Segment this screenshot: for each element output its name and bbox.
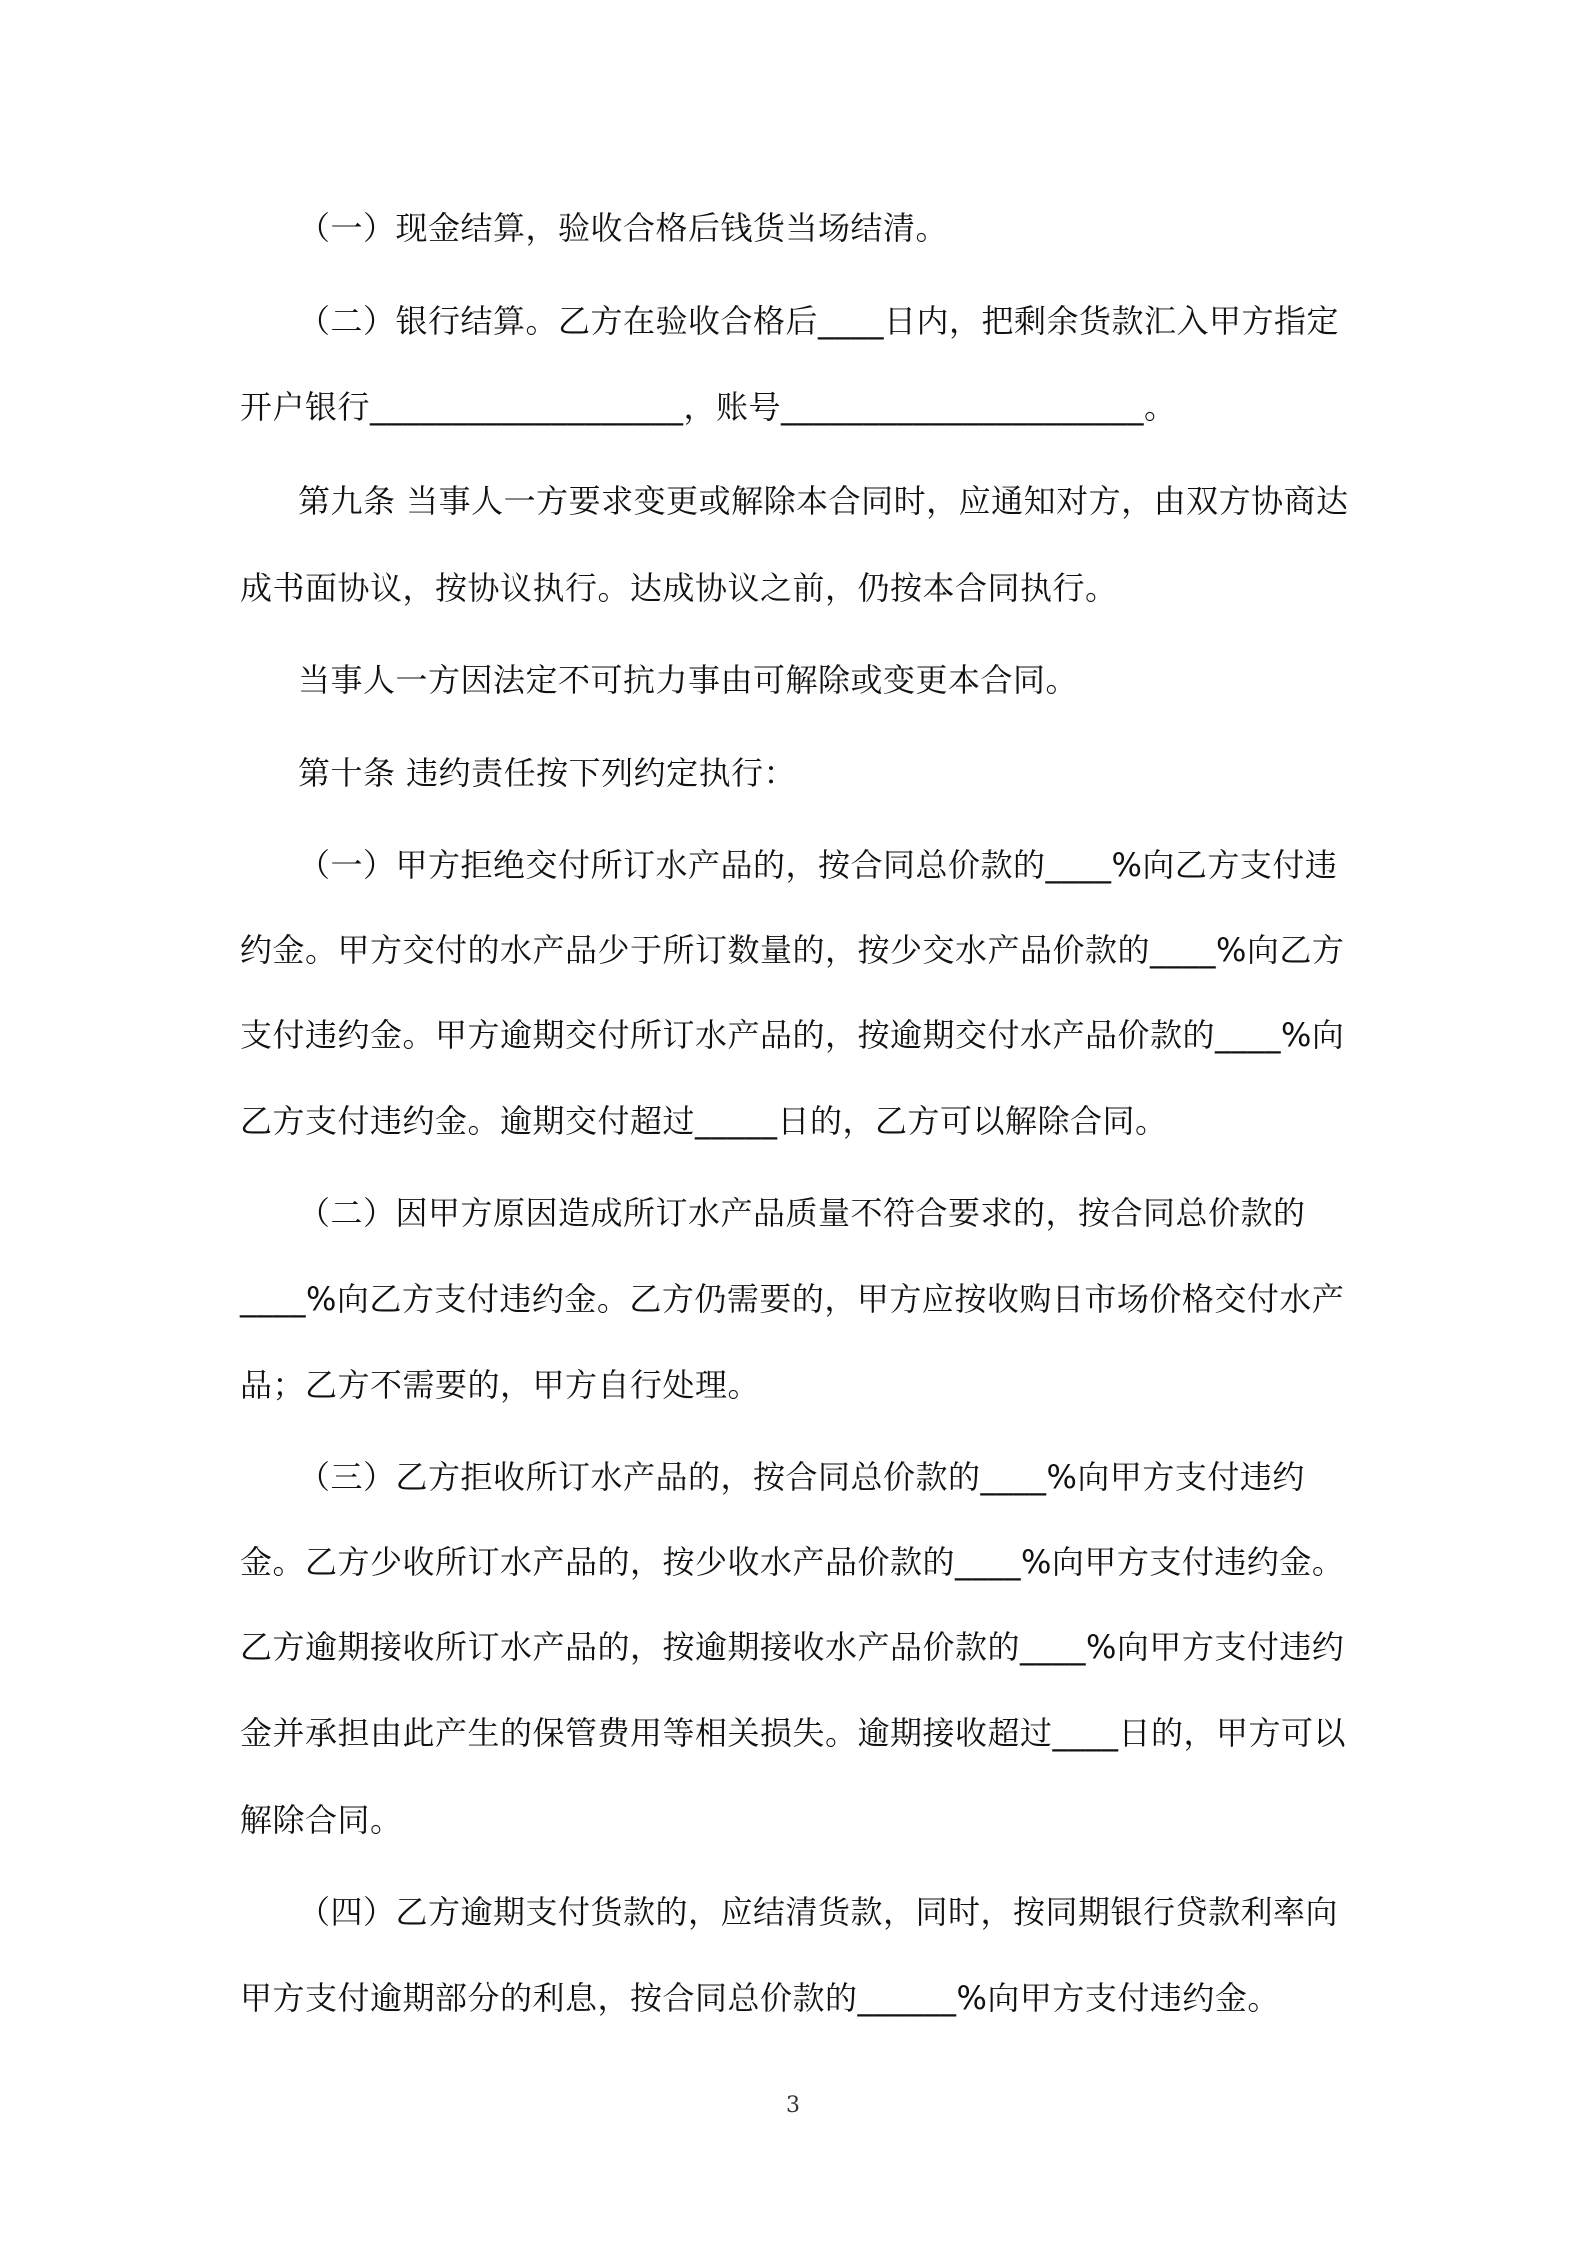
- clause-10-item-1-line-4: 乙方支付违约金。逾期交付超过_____日的，乙方可以解除合同。: [240, 1102, 1168, 1140]
- clause-10-item-3-line-3: 乙方逾期接收所订水产品的，按逾期接收水产品价款的____%向甲方支付违约: [240, 1628, 1345, 1666]
- clause-10-item-4-line-1: （四）乙方逾期支付货款的，应结清货款，同时，按同期银行贷款利率向: [298, 1893, 1339, 1931]
- clause-9-line-2: 成书面协议，按协议执行。达成协议之前，仍按本合同执行。: [240, 569, 1118, 607]
- clause-10-item-3-line-5: 解除合同。: [240, 1801, 403, 1839]
- clause-10-heading: 第十条 违约责任按下列约定执行：: [298, 754, 797, 792]
- clause-10-item-2-line-1: （二）因甲方原因造成所订水产品质量不符合要求的，按合同总价款的: [298, 1194, 1306, 1232]
- clause-8-option-2-line-1: （二）银行结算。乙方在验收合格后____日内，把剩余货款汇入甲方指定: [298, 302, 1340, 340]
- page-number: 3: [786, 2093, 800, 2118]
- clause-10-item-1-line-3: 支付违约金。甲方逾期交付所订水产品的，按逾期交付水产品价款的____%向: [240, 1016, 1345, 1054]
- clause-8-option-2-line-2: 开户银行___________________，账号______________________。: [240, 388, 1177, 426]
- clause-10-item-1-line-1: （一）甲方拒绝交付所订水产品的，按合同总价款的____%向乙方支付违: [298, 846, 1338, 884]
- clause-10-item-3-line-1: （三）乙方拒收所订水产品的，按合同总价款的____%向甲方支付违约: [298, 1458, 1305, 1496]
- clause-10-item-3-line-4: 金并承担由此产生的保管费用等相关损失。逾期接收超过____日的，甲方可以: [240, 1714, 1347, 1752]
- clause-10-item-1-line-2: 约金。甲方交付的水产品少于所订数量的，按少交水产品价款的____%向乙方: [240, 931, 1345, 969]
- clause-8-option-1-line: （一）现金结算，验收合格后钱货当场结清。: [298, 209, 949, 247]
- clause-10-item-4-line-2: 甲方支付逾期部分的利息，按合同总价款的______%向甲方支付违约金。: [240, 1979, 1280, 2017]
- clause-10-item-3-line-2: 金。乙方少收所订水产品的，按少收水产品价款的____%向甲方支付违约金。: [240, 1543, 1345, 1581]
- clause-9-paragraph-2: 当事人一方因法定不可抗力事由可解除或变更本合同。: [298, 661, 1079, 699]
- clause-10-item-2-line-2: ____%向乙方支付违约金。乙方仍需要的，甲方应按收购日市场价格交付水产: [240, 1280, 1345, 1318]
- clause-9-line-1: 第九条 当事人一方要求变更或解除本合同时，应通知对方，由双方协商达: [298, 482, 1349, 520]
- clause-10-item-2-line-3: 品；乙方不需要的，甲方自行处理。: [240, 1366, 761, 1404]
